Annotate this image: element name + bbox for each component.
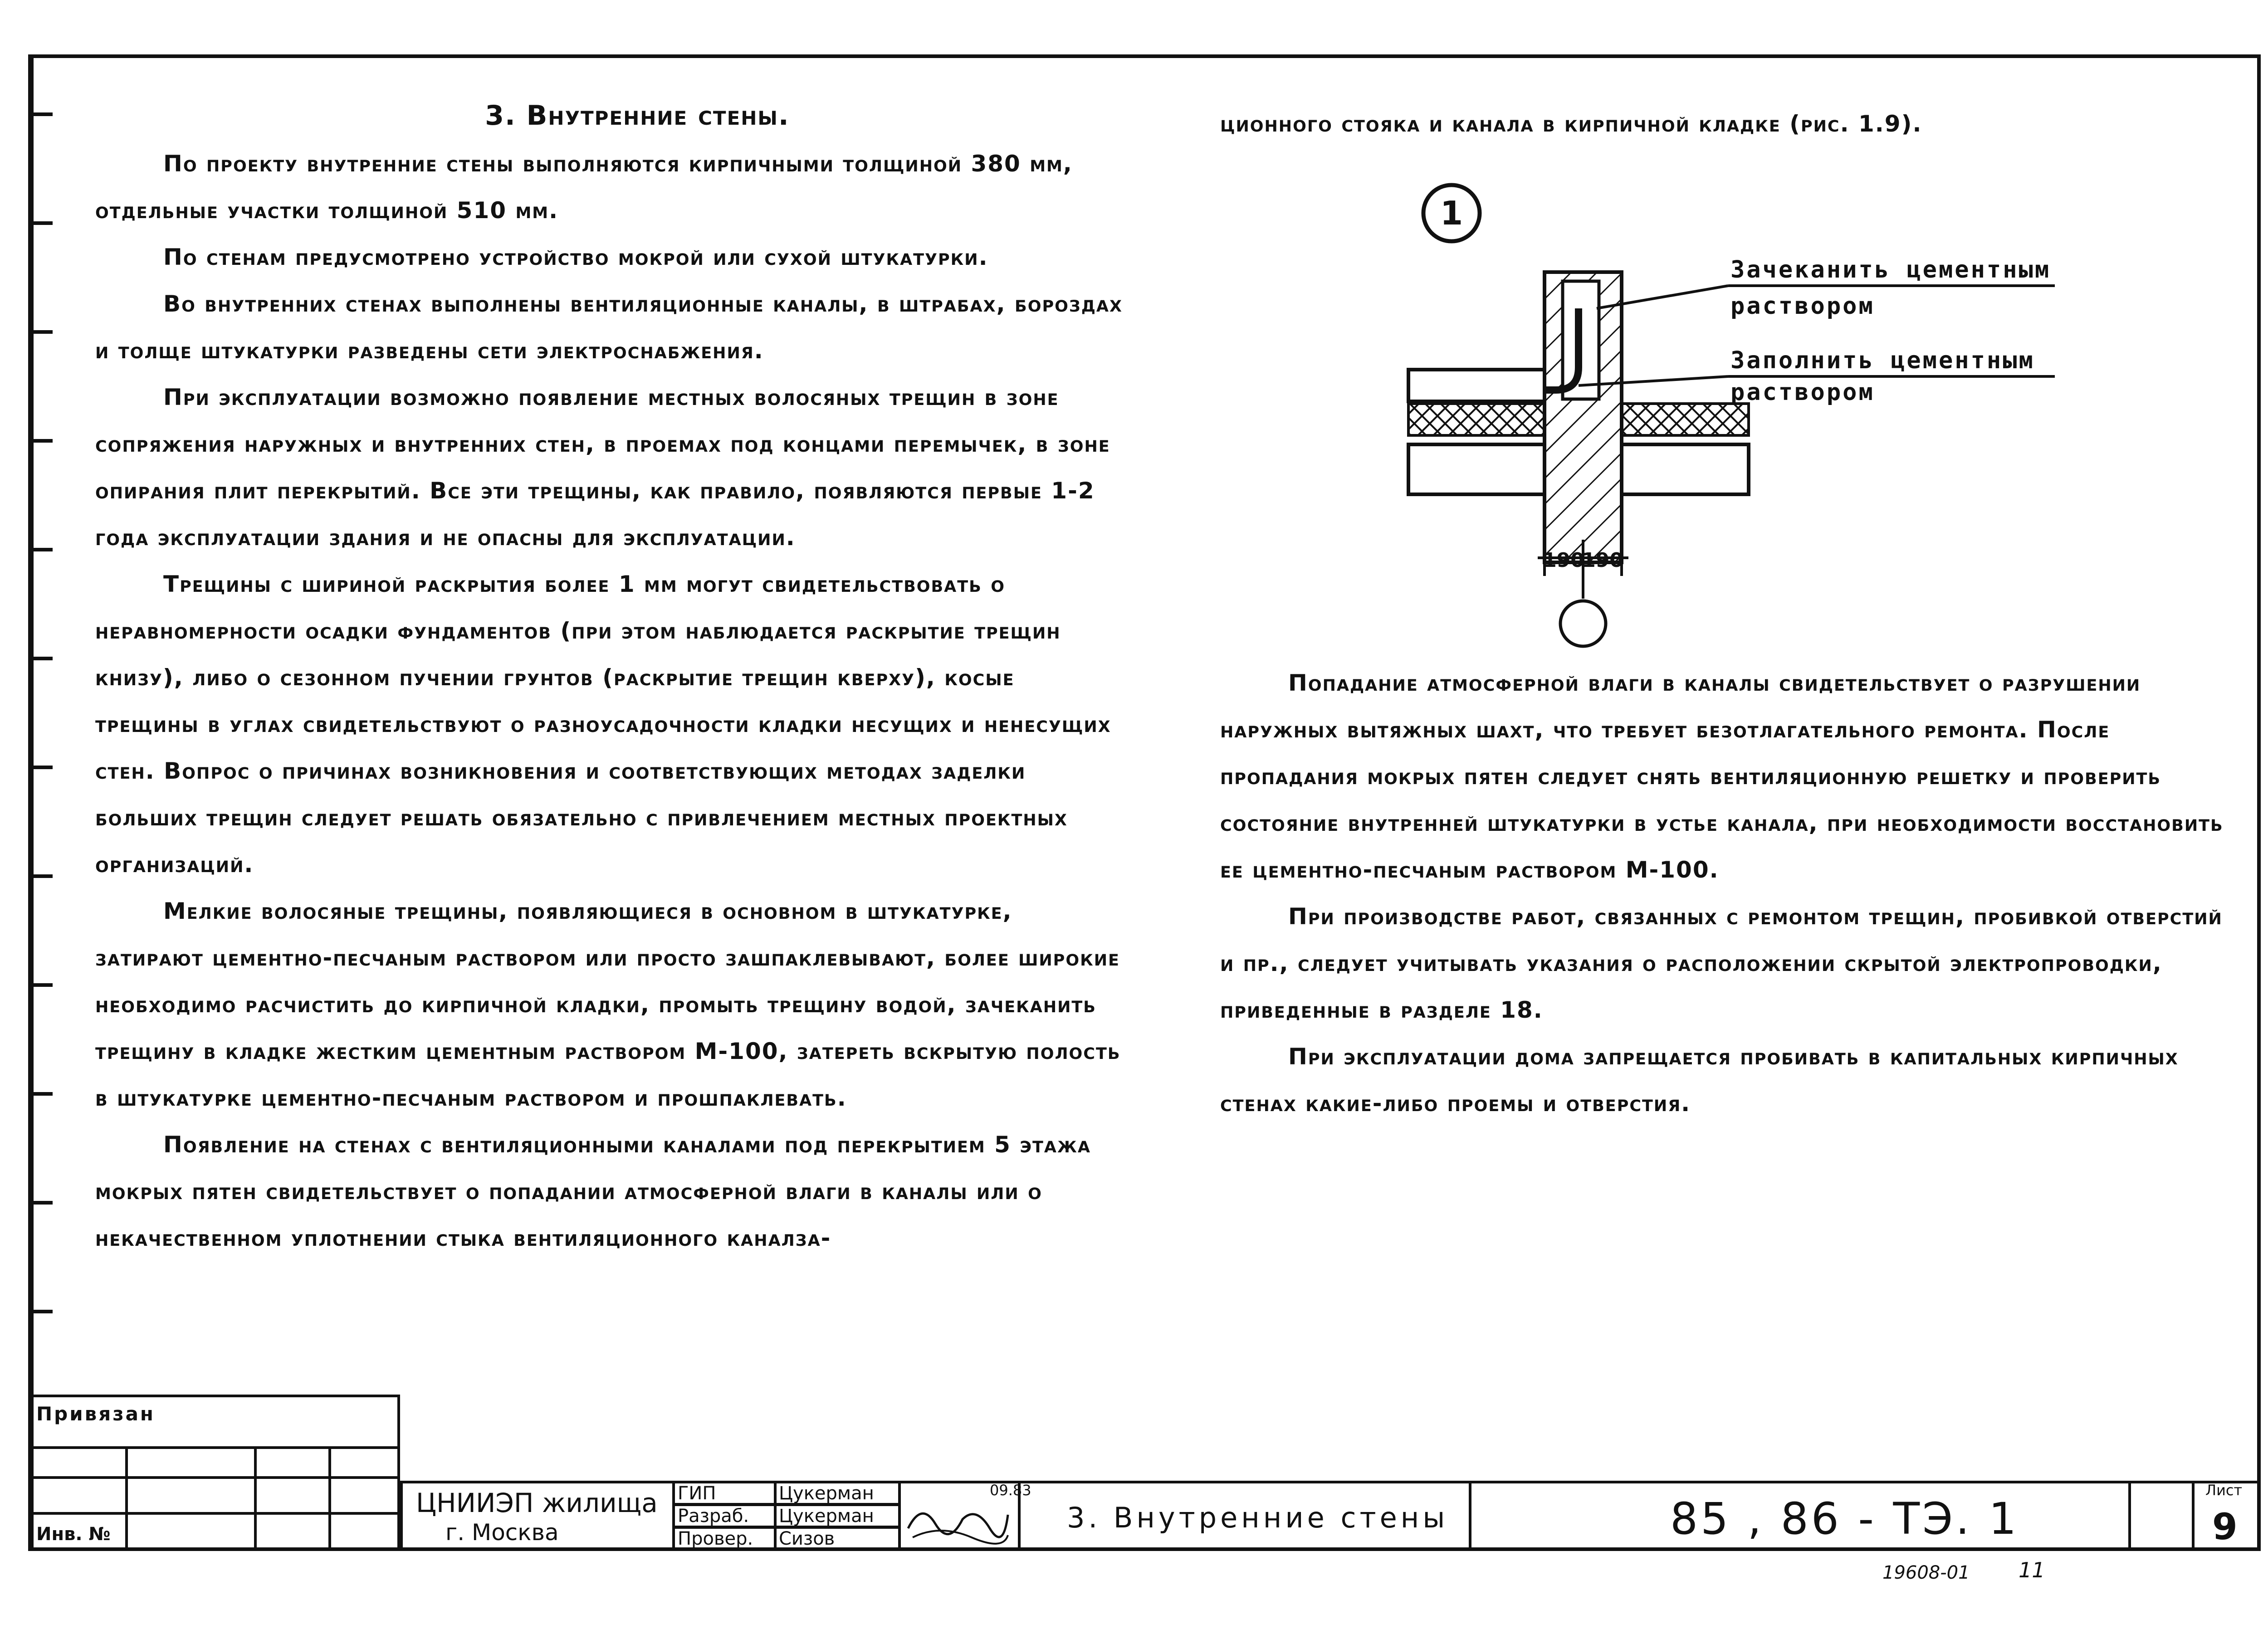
inventory-label: Инв. № [36, 1524, 111, 1545]
callout-1-line2: раствором [1730, 293, 1875, 320]
org-city: г. Москва [445, 1519, 559, 1546]
role-developer: Разраб. [678, 1506, 749, 1527]
callout-1-line1: Зачеканить цементным [1730, 256, 2051, 283]
right-text-continuation [1220, 101, 2232, 147]
paragraph: Мелкие волосяные трещины, появляющиеся в основном в штукатурке, затирают цементно-песчаным раствором или просто зашпаклевывают, более широкие необходимо расчистить до кирпичной кладки, промыть трещину водой, зачеканить трещину в кладке жестким цементным раствором М-100, затереть вскрытую полость в штукатурке цементно-песчаным раствором и прошпаклевать. [95, 898, 1121, 1111]
paragraph: По проекту внутренние стены выполняются кирпичными толщиной 380 мм, отдельные участки толщиной 510 мм. [95, 151, 1073, 224]
name-gip: Цукерман [779, 1483, 874, 1504]
sheet-title: 3. Внутренние стены [1067, 1501, 1449, 1534]
paragraph: При эксплуатации возможно появление местных волосяных трещин в зоне сопряжения наружных и внутренних стен, в проемах под концами перемычек, в зоне опирания плит перекрытий. Все эти трещины, как правило, появляются первые 1-2 года эксплуатации здания и не опасны для эксплуатации. [95, 384, 1110, 551]
section-heading: 3. Внутренние стены. [485, 100, 790, 132]
margin-tick [32, 1092, 53, 1096]
margin-tick [32, 112, 53, 116]
sheet-label: Лист [2205, 1482, 2243, 1499]
archive-code: 19608-01 [1882, 1562, 1970, 1583]
name-developer: Цукерман [779, 1506, 874, 1527]
paragraph: Попадание атмосферной влаги в каналы свидетельствует о разрушении наружных вытяжных шахт, что требует безотлагательного ремонта. После пропадания мокрых пятен следует снять вентиляционную решетку и проверить состояние внутренней штукатурки в устье канала, при необходимости восстановить ее цементно-песчаным раствором М-100. [1220, 670, 2224, 883]
margin-tick [32, 439, 53, 443]
wall-section-drawing [1383, 177, 2109, 658]
detail-marker-text: 1 [1440, 194, 1463, 232]
paragraph: При эксплуатации дома запрещается пробивать в капитальных кирпичных стенах какие-либо проемы и отверстия. [1220, 1044, 2179, 1117]
margin-tick [32, 330, 53, 334]
margin-tick [32, 548, 53, 551]
dimension-190-left: 190 [1543, 549, 1584, 572]
margin-tick [32, 657, 53, 660]
margin-tick [32, 766, 53, 769]
binding-margin-line [32, 58, 34, 1547]
date-text: 09.83 [990, 1482, 1031, 1499]
signature-scribble [904, 1492, 1012, 1546]
paragraph: Появление на стенах с вентиляционными каналами под перекрытием 5 этажа мокрых пятен свидетельствует о попадании атмосферной влаги в каналы или о некачественном уплотнении стыка вентиляционного каналза- [95, 1132, 1091, 1251]
bound-label: Привязан [36, 1403, 155, 1425]
paragraph: Во внутренних стенах выполнены вентиляционные каналы, в штрабах, бороздах и толще штукатурки разведены сети электроснабжения. [95, 291, 1123, 364]
org-name: ЦНИИЭП жилища [416, 1488, 658, 1518]
dimension-190-right: 190 [1582, 549, 1623, 572]
bound-grid-row [28, 1476, 400, 1515]
left-text-column [95, 91, 1125, 1262]
role-gip: ГИП [678, 1483, 716, 1504]
callout-2-line2: раствором [1730, 379, 1875, 406]
document-code: 85 , 86 - ТЭ. 1 [1670, 1493, 2019, 1544]
margin-tick [32, 221, 53, 225]
margin-tick [32, 874, 53, 878]
detail-figure [1383, 177, 2109, 658]
callout-2-line1: Заполнить цементным [1730, 347, 2035, 374]
paragraph: По стенам предусмотрено устройство мокрой или сухой штукатурки. [163, 244, 988, 270]
margin-tick [32, 1310, 53, 1313]
paragraph: При производстве работ, связанных с ремонтом трещин, пробивкой отверстий и пр., следует учитывать указания о расположении скрытой электропроводки, приведенные в разделе 18. [1220, 903, 2223, 1023]
title-block [28, 1395, 2261, 1551]
continuation-line: ционного стояка и канала в кирпичной кладке (рис. 1.9). [1220, 111, 1922, 137]
name-checker: Сизов [779, 1528, 835, 1549]
sheet-number: 9 [2212, 1506, 2238, 1548]
paragraph: Трещины с шириной раскрытия более 1 мм могут свидетельствовать о неравномерности осадки фундаментов (при этом наблюдается раскрытие трещин книзу), либо о сезонном пучении грунтов (раскрытие трещин кверху), косые трещины в углах свидетельствуют о разноусадочности кладки несущих и ненесущих стен. Вопрос о причинах возникновения и соответствующих методах заделки больших трещин следует решать обязательно с привлечением местных проектных организаций. [95, 571, 1111, 878]
archive-suffix: 11 [2019, 1558, 2045, 1582]
margin-tick [32, 983, 53, 987]
margin-tick [32, 1201, 53, 1205]
role-checker: Провер. [678, 1528, 753, 1549]
right-text-column [1220, 660, 2232, 1127]
